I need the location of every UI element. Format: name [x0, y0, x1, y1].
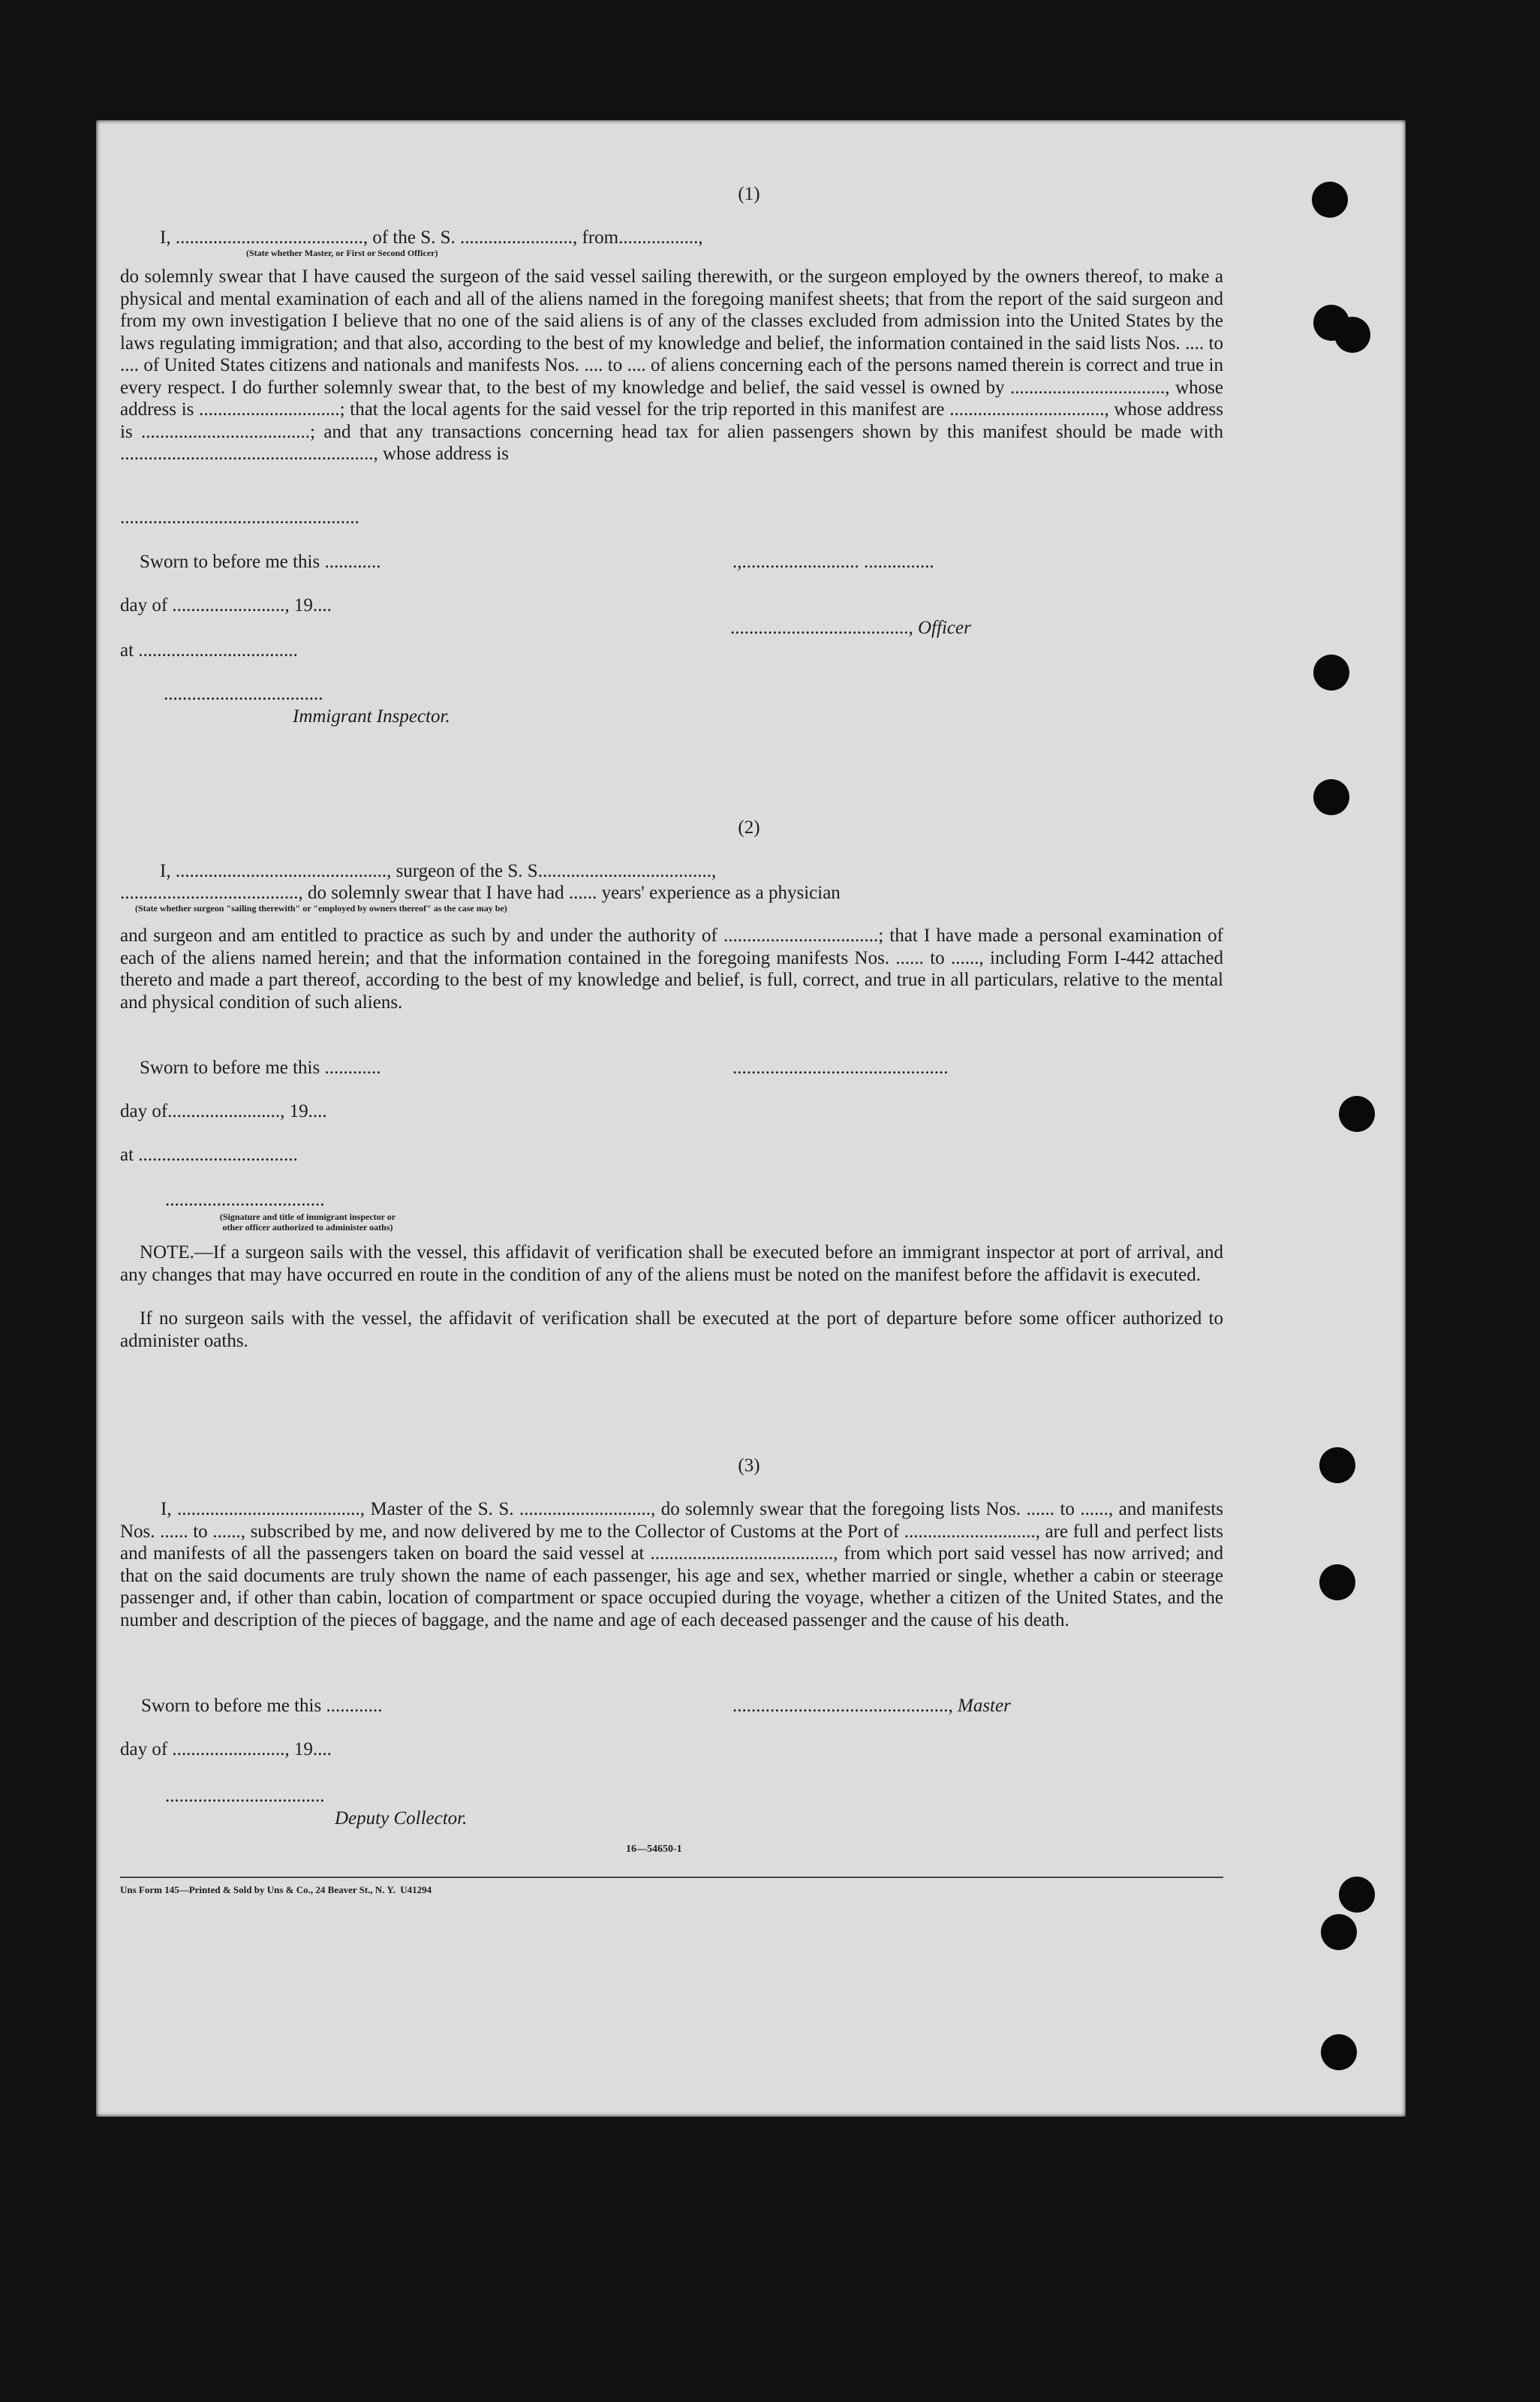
officer-dots: ......................................,: [730, 618, 918, 638]
section-2-signature-note-2: other officer authorized to administer oaths): [222, 1222, 393, 1233]
section-1-first-line: I, ........................................, of the S. S. ........................, from.................,: [160, 227, 703, 248]
master-label: Master: [958, 1696, 1011, 1716]
binder-hole: [1339, 1096, 1375, 1132]
binder-hole: [1313, 779, 1349, 815]
section-1-officer-note: (State whether Master, or First or Second Officer): [246, 248, 438, 258]
binder-hole: [1321, 2034, 1357, 2070]
section-2-sworn: Sworn to before me this ............: [140, 1058, 381, 1078]
section-2-day: day of........................, 19....: [120, 1101, 327, 1121]
section-2-note-paragraph-1: NOTE.—If a surgeon sails with the vessel, this affidavit of verification shall be executed before an immigrant inspector at port of arrival, and any changes that may have occurred en route in the condition of any of the aliens must be noted on the manifest before the affidavit is executed.: [120, 1242, 1223, 1285]
section-3-day: day of ........................, 19....: [120, 1739, 332, 1759]
section-1-day: day of ........................, 19....: [120, 595, 332, 616]
section-2-signature-line: ..............................................: [732, 1058, 949, 1078]
section-1-at: at ..................................: [120, 640, 298, 661]
section-3-number: (3): [738, 1455, 760, 1476]
section-3-collector-dots: ..................................: [165, 1786, 325, 1806]
section-1-signature-line: .,......................... ...............: [732, 552, 934, 572]
section-3-body: I, ......................................., Master of the S. S. ............................, do solemnly swear that the foregoing lists Nos. ...... to ......, and manifests Nos. ...... to ......, subscribed by me, and now delivered by me to the Collector of Customs at the Port of ............................, are full and perfect lists and manifests of all the passengers taken on board the said vessel at ......................................., from which port said vessel has now arrived; and that on the said documents are truly shown the name of each passenger, his age and sex, whether married or single, whether a cabin or steerage passenger and, if other than cabin, location of compartment or space occupied during the voyage, whether a citizen of the United States, and the number and description of the pieces of baggage, and the name and age of each deceased passenger and the cause of his death.: [120, 1499, 1223, 1630]
section-3-sworn: Sworn to before me this ............: [141, 1696, 383, 1716]
section-2-note-paragraph-2: If no surgeon sails with the vessel, the affidavit of verification shall be executed at the port of departure before some officer authorized to administer oaths.: [120, 1308, 1223, 1351]
section-1-inspector-dots: ..................................: [164, 684, 323, 704]
binder-hole: [1319, 1447, 1355, 1483]
footer-rule: [120, 1877, 1223, 1878]
master-dots: ..............................................,: [732, 1696, 958, 1716]
section-2-surgeon-note: (State whether surgeon "sailing therewith" or "employed by owners thereof" as the case may be): [135, 903, 507, 914]
binder-hole: [1313, 655, 1349, 691]
section-3-master-line: [732, 1695, 1011, 1717]
section-2-at: at ..................................: [120, 1145, 298, 1165]
section-2-number: (2): [738, 817, 760, 838]
section-2-first-line: I, ............................................., surgeon of the S. S.....................................,: [160, 861, 717, 881]
binder-hole: [1339, 1877, 1375, 1913]
section-2-second-line: ......................................, do solemnly swear that I have had ...... years' experience as a physician: [120, 883, 841, 903]
section-1-trailing-dots: ...................................................: [120, 507, 359, 528]
printer-line: Uns Form 145—Printed & Sold by Uns & Co., 24 Beaver St., N. Y. U41294: [120, 1884, 432, 1895]
section-2-signature-dots: ..................................: [165, 1190, 325, 1210]
binder-hole: [1321, 1914, 1357, 1950]
form-code: 16—54650-1: [626, 1844, 682, 1855]
section-1-inspector-label: Immigrant Inspector.: [293, 706, 450, 727]
form-page: [96, 120, 1406, 2117]
section-2-body: and surgeon and am entitled to practice as such by and under the authority of .................................; that I have made a personal examination of each of the aliens named herein; and that the information contained in the foregoing manifests Nos. ...... to ......, including Form I-442 attached thereto and made a part thereof, according to the best of my knowledge and belief, is full, correct, and true in all particulars, relative to the mental and physical condition of such aliens.: [120, 926, 1223, 1013]
binder-hole: [1334, 317, 1370, 353]
section-2-signature-note-1: (Signature and title of immigrant inspector or: [219, 1212, 396, 1222]
section-1-officer-line: [730, 617, 971, 639]
section-1-number: (1): [738, 184, 760, 204]
binder-hole: [1319, 1564, 1355, 1600]
section-1-sworn: Sworn to before me this ............: [140, 552, 381, 572]
officer-label: Officer: [918, 618, 971, 638]
binder-hole: [1312, 182, 1348, 218]
section-1-body: do solemnly swear that I have caused the surgeon of the said vessel sailing therewith, or the surgeon employed by the owners thereof, to make a physical and mental examination of each and all of the aliens named in the foregoing manifest sheets; that from the report of the said surgeon and from my own investigation I believe that no one of the said aliens is of any of the classes excluded from admission into the United States by the laws regulating immigration; and that also, according to the best of my knowledge and belief, the information contained in the said lists Nos. .... to .... of United States citizens and nationals and manifests Nos. .... to .... of aliens concerning each of the persons named therein is correct and true in every respect. I do further solemnly swear that, to the best of my knowledge and belief, the said vessel is owned by ................................., whose address is ..............................; that the local agents for the said vessel for the trip reported in this manifest are ................................., whose address is ....................................; and that any transactions concerning head tax for alien passengers shown by this manifest should be made with ......................................................, whose address is: [120, 266, 1223, 464]
section-3-collector-label: Deputy Collector.: [335, 1808, 468, 1829]
